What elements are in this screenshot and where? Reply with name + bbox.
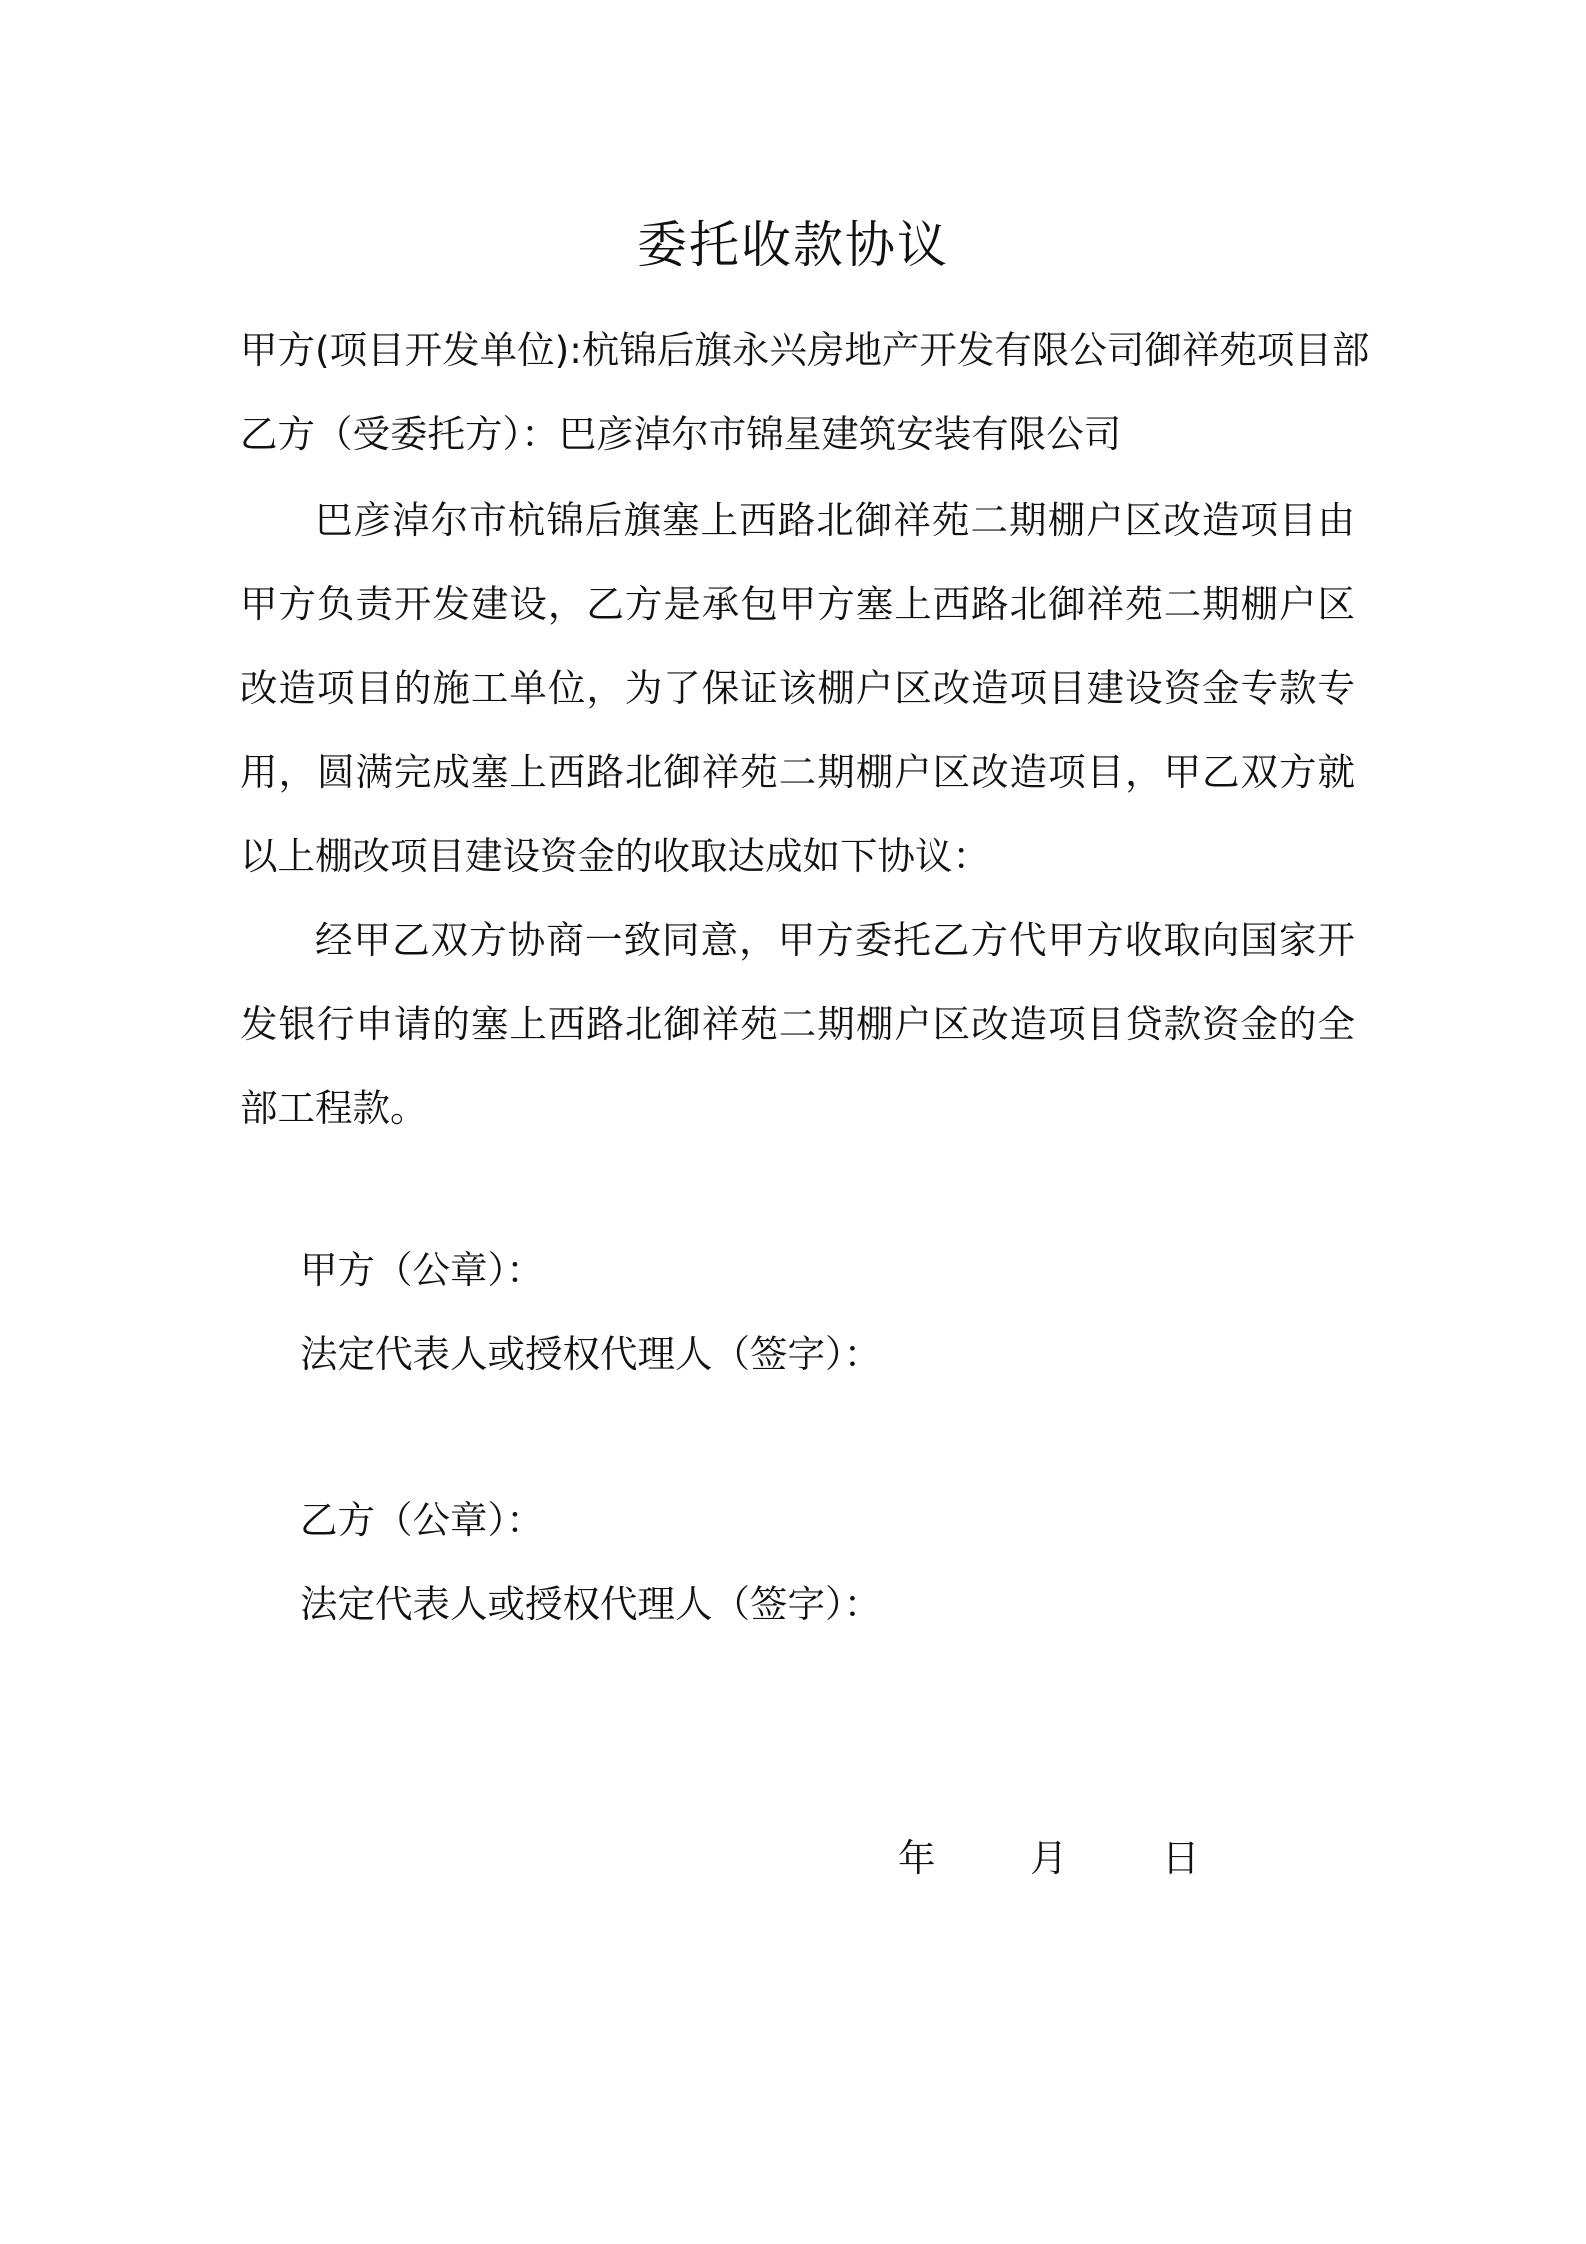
agreement-paragraph-1: 巴彦淖尔市杭锦后旗塞上西路北御祥苑二期棚户区改造项目由甲方负责开发建设，乙方是承包甲方塞上西路北御祥苑二期棚户区改造项目的施工单位，为了保证该棚户区改造项目建设资金专款专用，圆满完成塞上西路北御祥苑二期棚户区改造项目，甲乙双方就以上棚改项目建设资金的收取达成如下协议： (240, 498, 1355, 878)
date-year-label: 年 (898, 1836, 936, 1880)
document-title: 委托收款协议 (637, 216, 949, 274)
date-month-label: 月 (1030, 1836, 1068, 1880)
party-a-rep-label: 法定代表人或授权代理人（签字）： (300, 1332, 882, 1376)
party-b-seal-label: 乙方（公章）： (300, 1498, 544, 1542)
party-a-seal-label: 甲方（公章）： (300, 1248, 544, 1292)
party-b-rep-label: 法定代表人或授权代理人（签字）： (300, 1582, 882, 1626)
party-a-line: 甲方(项目开发单位):杭锦后旗永兴房地产开发有限公司御祥苑项目部 (240, 328, 1370, 372)
agreement-paragraph-2: 经甲乙双方协商一致同意，甲方委托乙方代甲方收取向国家开发银行申请的塞上西路北御祥苑二期棚户区改造项目贷款资金的全部工程款。 (240, 918, 1355, 1130)
date-day-label: 日 (1162, 1836, 1200, 1880)
party-b-line: 乙方（受委托方）：巴彦淖尔市锦星建筑安装有限公司 (240, 412, 1122, 456)
